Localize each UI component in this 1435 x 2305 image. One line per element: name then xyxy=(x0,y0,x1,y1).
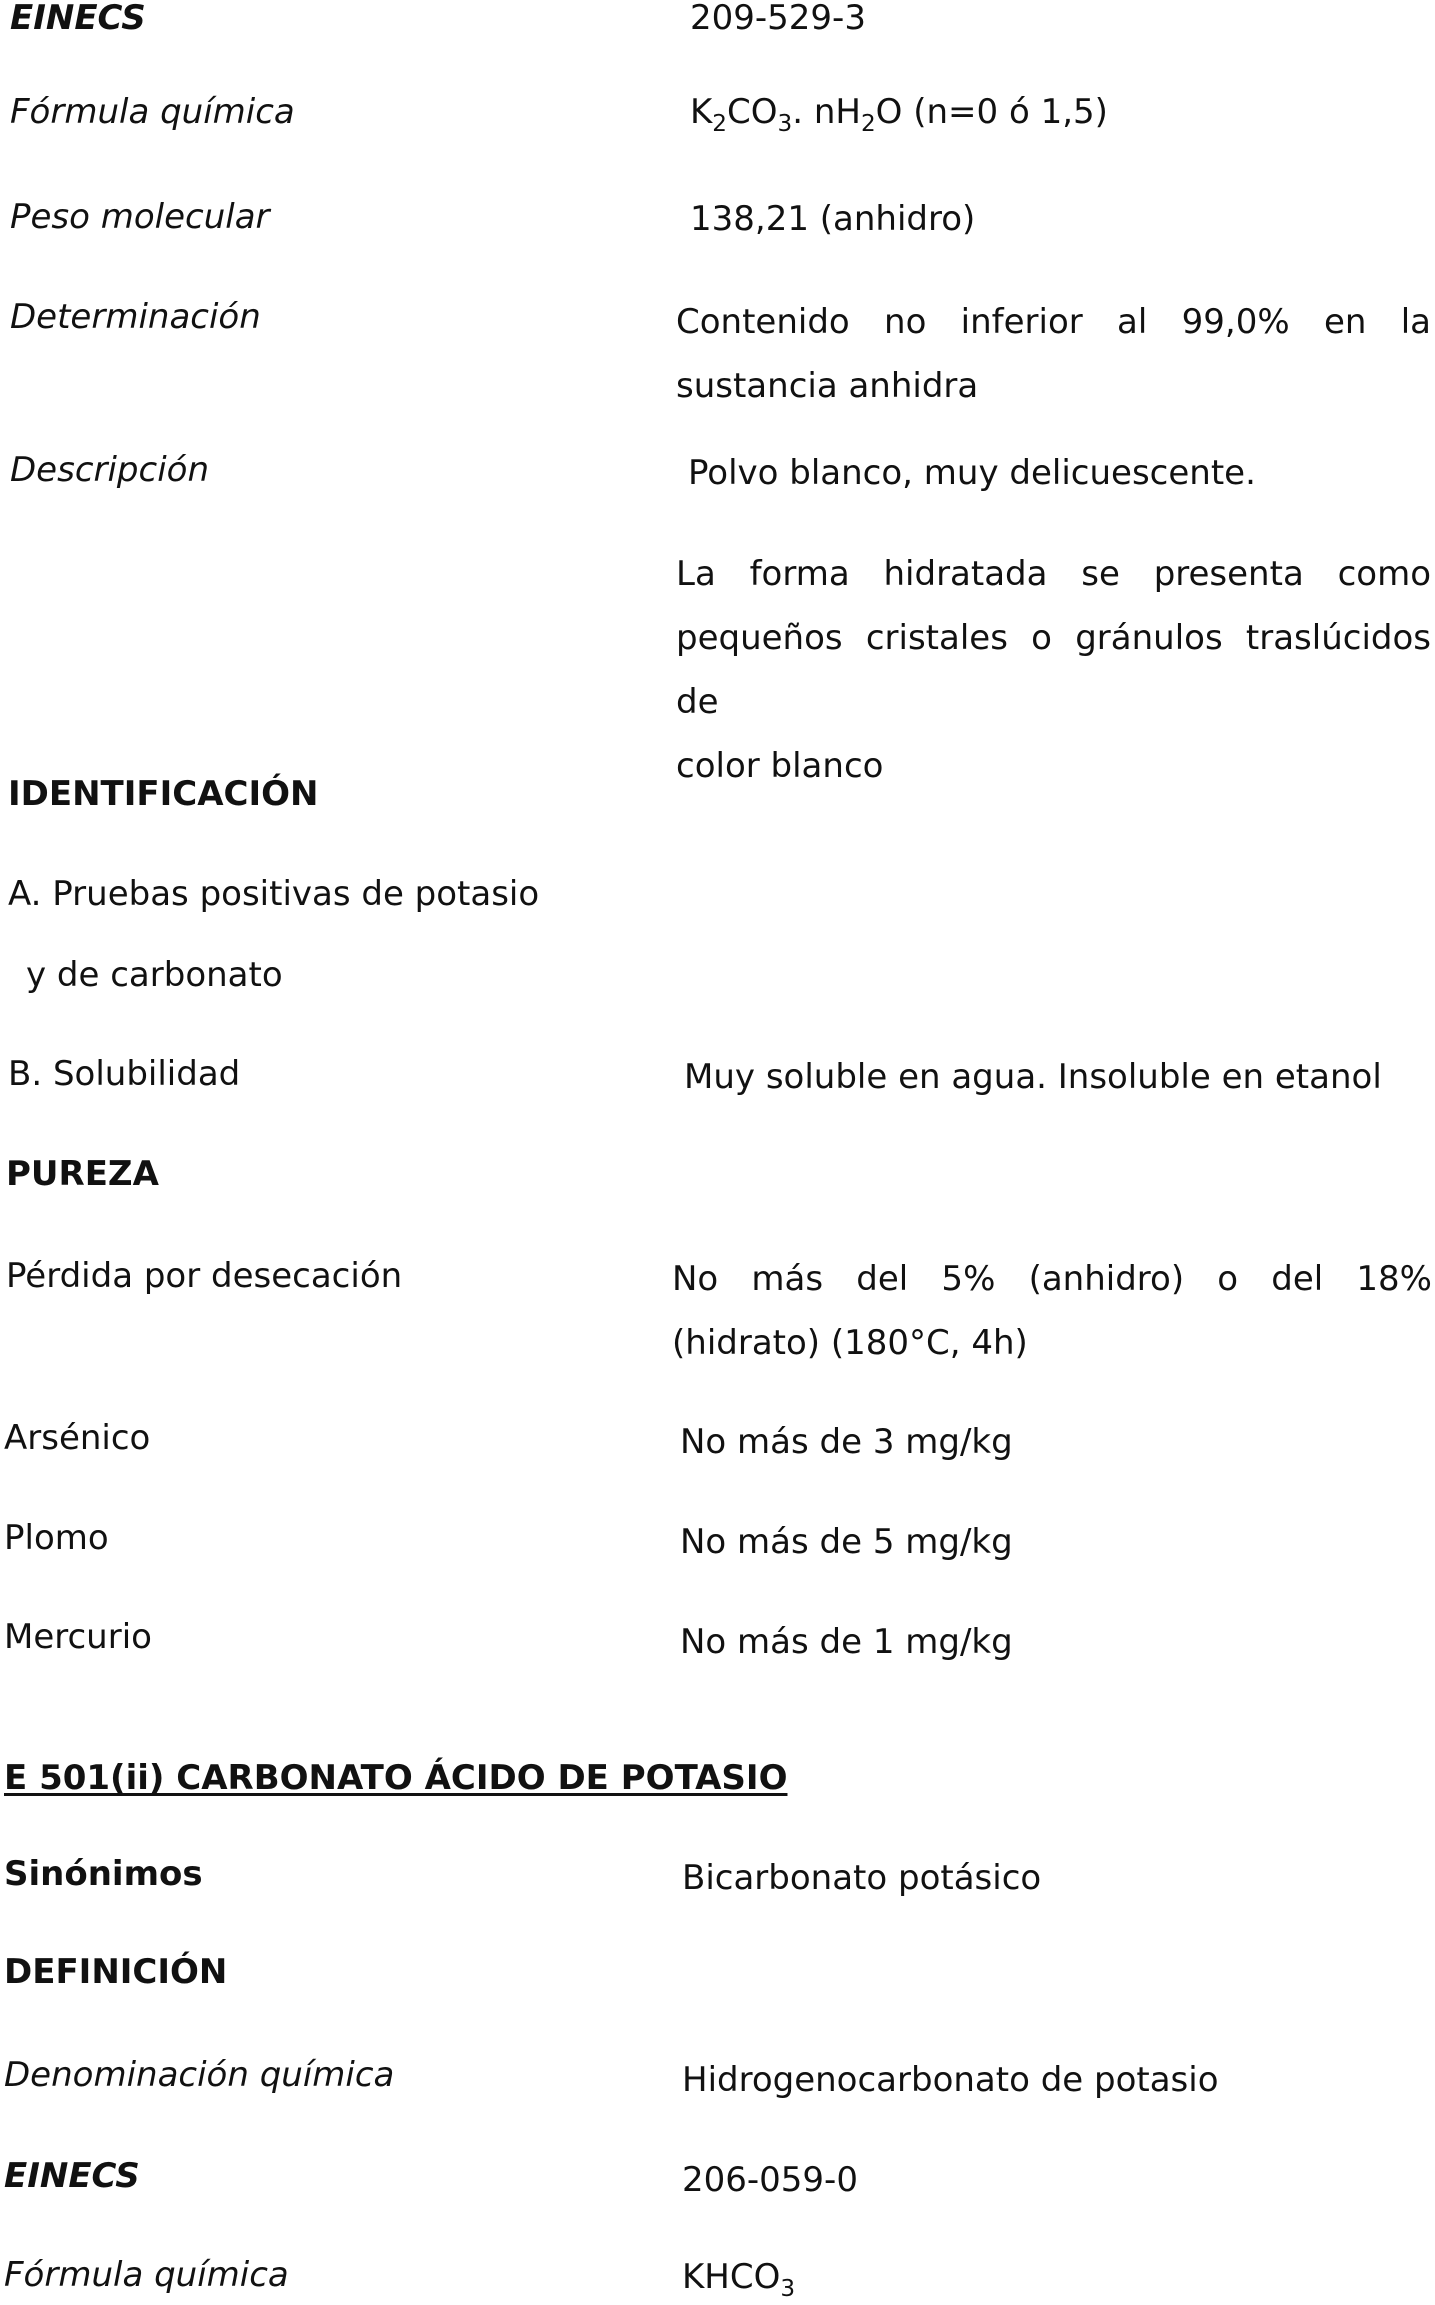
e501-formula-main: KHCO xyxy=(682,2257,781,2297)
e501-formula-value xyxy=(682,2257,796,2303)
perdida-line-2: (hidrato) (180°C, 4h) xyxy=(672,1323,1028,1363)
sinonimos-label: Sinónimos xyxy=(4,1854,203,1894)
denominacion-label: Denominación química xyxy=(4,2055,395,2095)
e501-formula-label: Fórmula química xyxy=(4,2255,289,2295)
mercurio-label: Mercurio xyxy=(4,1617,152,1657)
solubilidad-value: Muy soluble en agua. Insoluble en etanol xyxy=(684,1057,1382,1097)
pureza-heading: PUREZA xyxy=(6,1154,159,1194)
determinacion-value xyxy=(676,290,1431,418)
peso-label: Peso molecular xyxy=(10,197,270,237)
formula-k-sub: 2 xyxy=(712,111,727,138)
denominacion-value: Hidrogenocarbonato de potasio xyxy=(682,2060,1219,2100)
determinacion-line-2: sustancia anhidra xyxy=(676,366,979,406)
e501-einecs-label: EINECS xyxy=(4,2156,140,2196)
einecs-value: 209-529-3 xyxy=(690,0,866,38)
determinacion-label: Determinación xyxy=(10,297,261,337)
plomo-value: No más de 5 mg/kg xyxy=(680,1522,1013,1562)
descripcion-value: Polvo blanco, muy delicuescente. xyxy=(688,453,1256,493)
definicion-heading: DEFINICIÓN xyxy=(4,1952,228,1992)
forma-line-2: pequeños cristales o gránulos traslúcidos de xyxy=(676,618,1431,722)
descripcion-label: Descripción xyxy=(10,450,210,490)
forma-line-3: color blanco xyxy=(676,746,884,786)
e501-einecs-value: 206-059-0 xyxy=(682,2160,858,2200)
solubilidad-label: B. Solubilidad xyxy=(8,1054,241,1094)
formula-co: CO xyxy=(727,92,778,132)
peso-value: 138,21 (anhidro) xyxy=(690,199,976,239)
e501-heading: E 501(ii) CARBONATO ÁCIDO DE POTASIO xyxy=(4,1758,788,1798)
e501-formula-sub: 3 xyxy=(780,2276,796,2303)
plomo-label: Plomo xyxy=(4,1518,109,1558)
sinonimos-value: Bicarbonato potásico xyxy=(682,1858,1042,1898)
perdida-value xyxy=(672,1247,1432,1375)
mercurio-value: No más de 1 mg/kg xyxy=(680,1622,1013,1662)
formula-mid: . nH xyxy=(792,92,861,132)
formula-label: Fórmula química xyxy=(10,92,295,132)
formula-co-sub: 3 xyxy=(777,111,793,138)
formula-rest: O (n=0 ó 1,5) xyxy=(875,92,1108,132)
forma-line-1: La forma hidratada se presenta como xyxy=(676,554,1431,594)
forma-paragraph xyxy=(676,542,1431,798)
identificacion-heading: IDENTIFICACIÓN xyxy=(8,774,319,814)
arsenico-value: No más de 3 mg/kg xyxy=(680,1422,1013,1462)
formula-k: K xyxy=(690,92,713,132)
prueba-a-line-1: A. Pruebas positivas de potasio xyxy=(8,874,540,914)
determinacion-line-1: Contenido no inferior al 99,0% en la xyxy=(676,302,1431,342)
perdida-label: Pérdida por desecación xyxy=(6,1256,403,1296)
prueba-a-line-2: y de carbonato xyxy=(26,955,283,995)
arsenico-label: Arsénico xyxy=(4,1418,151,1458)
perdida-line-1: No más del 5% (anhidro) o del 18% xyxy=(672,1259,1432,1299)
formula-value xyxy=(690,92,1108,138)
formula-h-sub: 2 xyxy=(860,111,876,138)
einecs-label: EINECS xyxy=(10,0,146,38)
